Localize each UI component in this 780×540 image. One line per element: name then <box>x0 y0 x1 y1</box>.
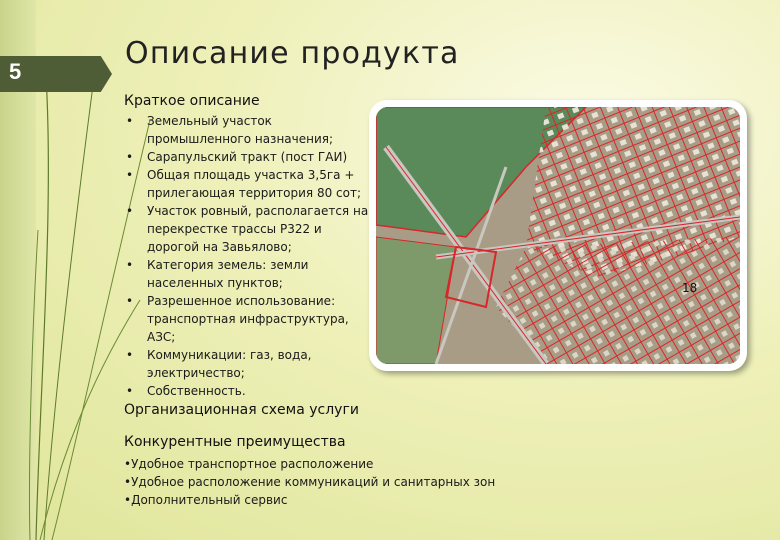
advantages-heading: Конкурентные преимущества <box>124 434 346 450</box>
list-item: • Сарапульский тракт (пост ГАИ) <box>124 148 374 166</box>
list-item: • Дополнительный сервис <box>124 491 495 509</box>
list-item: • Удобное расположение коммуникаций и санитарных зон <box>124 473 495 491</box>
parcel-number-label: 18 <box>682 281 698 295</box>
list-item: • Категория земель: земли населенных пунктов; <box>124 256 374 292</box>
list-item: • Разрешенное использование: транспортная инфраструктура, АЗС; <box>124 292 374 346</box>
cadastral-map-image <box>376 107 740 364</box>
scheme-heading: Организационная схема услуги <box>124 402 359 418</box>
list-item: • Общая площадь участка 3,5га + прилегающая территория 80 сот; <box>124 166 374 202</box>
list-item: • Коммуникации: газ, вода, электричество; <box>124 346 374 382</box>
list-item: • Земельный участок промышленного назначения; <box>124 112 374 148</box>
map-image-frame <box>369 100 747 371</box>
cadastral-map-drawing <box>376 107 740 364</box>
brief-heading: Краткое описание <box>124 93 260 109</box>
list-item: • Участок ровный, располагается на перекрестке трассы Р322 и дорогой на Завьялово; <box>124 202 374 256</box>
advantages-list <box>124 455 495 509</box>
slide-number: 5 <box>9 59 22 84</box>
slide-title: Описание продукта <box>125 36 460 71</box>
list-item: • Удобное транспортное расположение <box>124 455 495 473</box>
list-item: • Собственность. <box>124 382 374 400</box>
brief-bullet-list <box>124 112 374 400</box>
